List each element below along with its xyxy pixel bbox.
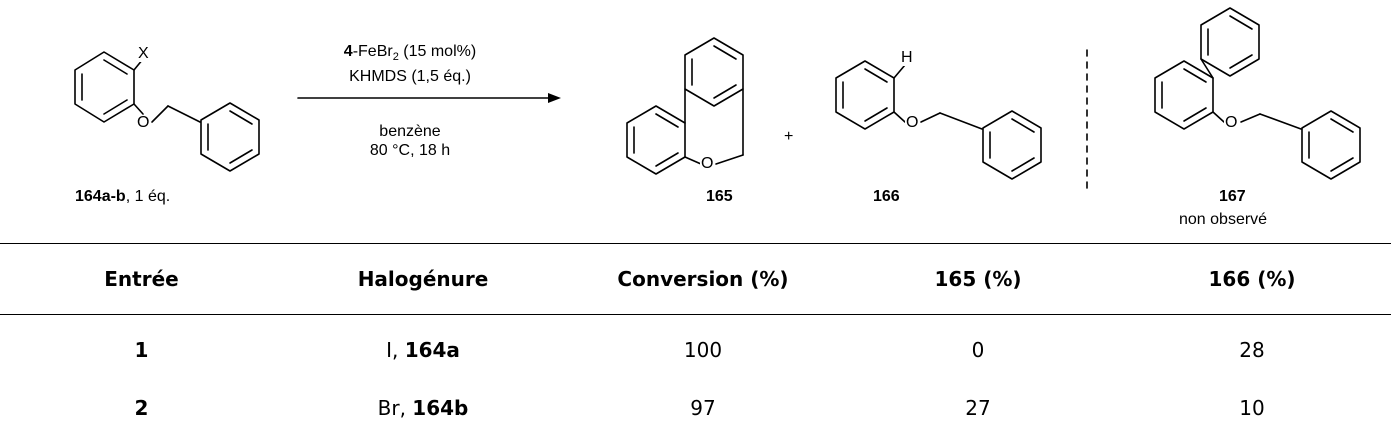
catalyst-line: 4-FeBr$_2$ (15 mol%) [343, 43, 477, 64]
reaction-conditions-bottom [300, 122, 520, 160]
cell-conversion: 100 [683, 338, 723, 362]
header-165-yield: 165 (%) [843, 244, 1113, 315]
header-conversion: Conversion (%) [563, 244, 843, 315]
temp-time-line: 80 °C, 18 h [369, 142, 451, 159]
substrate-structure [75, 52, 259, 171]
cell-entry: 1 [134, 338, 149, 362]
product-166-label: 166 [873, 188, 900, 205]
table-row [0, 379, 1391, 437]
table-header-row [0, 244, 1391, 315]
cell-conversion: 97 [690, 396, 716, 420]
solvent-line: benzène [379, 123, 441, 140]
cell-entry: 2 [134, 396, 149, 420]
atom-o-label: O [137, 114, 150, 131]
cell-165-yield: 0 [971, 338, 985, 362]
results-table [0, 244, 1391, 437]
cell-166-yield: 28 [1239, 338, 1265, 362]
cell-halide: Br, 164b [377, 396, 469, 420]
arrow-head [548, 93, 561, 103]
table-row [0, 315, 1391, 380]
product-165-label: 165 [706, 188, 733, 205]
atom-h-label: H [901, 49, 913, 66]
product-167-label: 167 [1219, 188, 1246, 205]
atom-o-label: O [1225, 114, 1238, 131]
atom-x-label: X [138, 45, 149, 62]
cell-166-yield: 10 [1239, 396, 1265, 420]
header-entry: Entrée [0, 244, 283, 315]
substrate-caption: 164a-b, 1 éq. [75, 188, 171, 205]
product-165-structure [627, 38, 743, 174]
plus-sign: + [784, 128, 794, 145]
product-167-structure [1155, 8, 1360, 179]
atom-o-label: O [906, 114, 919, 131]
header-halide: Halogénure [283, 244, 563, 315]
cell-165-yield: 27 [965, 396, 991, 420]
product-167-note: non observé [1179, 211, 1268, 228]
cell-halide: I, 164a [386, 338, 460, 362]
product-166-structure [836, 61, 1041, 179]
base-line: KHMDS (1,5 éq.) [349, 68, 471, 86]
atom-o-label: O [701, 155, 714, 172]
reaction-conditions-top [300, 42, 520, 86]
header-166-yield: 166 (%) [1113, 244, 1391, 315]
